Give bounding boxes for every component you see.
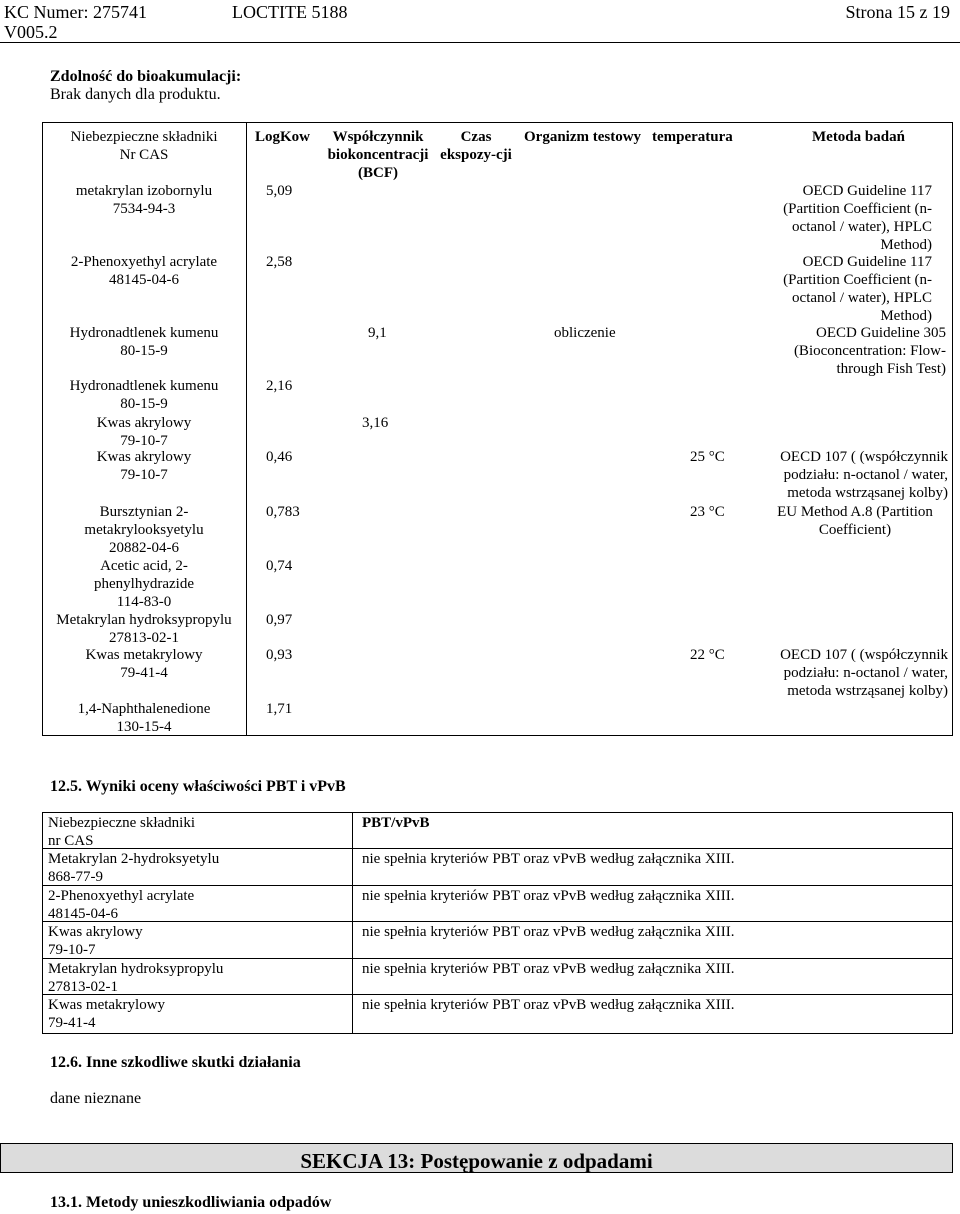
temperature-value: 22 °C (690, 647, 725, 663)
table-row: Metakrylan hydroksypropylu 27813-02-1 (56, 612, 232, 646)
pbt-result: nie spełnia kryteriów PBT oraz vPvB według załącznika XIII. (362, 851, 735, 867)
table-row: Hydronadtlenek kumenu 80-15-9 (69, 325, 219, 359)
pbt-header-result: PBT/vPvB (362, 815, 430, 831)
table-row: Kwas akrylowy 79-10-7 (48, 924, 143, 958)
method-value: EU Method A.8 (Partition Coefficient) (777, 504, 933, 538)
pbt-result: nie spełnia kryteriów PBT oraz vPvB według załącznika XIII. (362, 997, 735, 1013)
logkow-value: 2,58 (266, 254, 293, 270)
logkow-value: 0,97 (266, 612, 293, 628)
header-exposure-time: Czas ekspozy-cji (440, 129, 512, 163)
pbt-result: nie spełnia kryteriów PBT oraz vPvB według załącznika XIII. (362, 924, 735, 940)
pbt-result: nie spełnia kryteriów PBT oraz vPvB według załącznika XIII. (362, 888, 735, 904)
method-value: OECD Guideline 117 (Partition Coefficient (n- octanol / water), HPLC Method) (783, 254, 932, 324)
table-row: Kwas metakrylowy 79-41-4 (48, 997, 166, 1031)
bioaccumulation-note: Brak danych dla produktu. (50, 86, 221, 103)
logkow-value: 2,16 (266, 378, 293, 394)
table-row: Metakrylan 2-hydroksyetylu 868-77-9 (48, 851, 220, 885)
table-row: 2-Phenoxyethyl acrylate 48145-04-6 (70, 254, 218, 288)
header-method: Metoda badań (812, 129, 905, 145)
page-number: Strona 15 z 19 (845, 2, 950, 22)
temperature-value: 25 °C (690, 449, 725, 465)
bcf-value: 3,16 (362, 415, 389, 431)
method-value: OECD Guideline 117 (Partition Coefficient (n- octanol / water), HPLC Method) (783, 183, 932, 253)
kc-number: KC Numer: 275741 (4, 2, 147, 22)
table-row: Kwas akrylowy 79-10-7 (96, 415, 192, 449)
table-row: Kwas metakrylowy 79-41-4 (85, 647, 203, 681)
logkow-value: 1,71 (266, 701, 293, 717)
table-row: 1,4-Naphthalenedione 130-15-4 (77, 701, 211, 735)
table-row: 2-Phenoxyethyl acrylate 48145-04-6 (48, 888, 195, 922)
header-logkow: LogKow (255, 129, 311, 145)
product-name: LOCTITE 5188 (232, 2, 348, 22)
table-row: Kwas akrylowy 79-10-7 (96, 449, 192, 483)
table-row: Metakrylan hydroksypropylu 27813-02-1 (48, 961, 224, 995)
pbt-heading: 12.5. Wyniki oceny właściwości PBT i vPvB (50, 778, 346, 795)
pbt-result: nie spełnia kryteriów PBT oraz vPvB według załącznika XIII. (362, 961, 735, 977)
header-bcf: Współczynnik biokoncentracji (BCF) (327, 129, 429, 181)
logkow-value: 0,46 (266, 449, 293, 465)
organism-value: obliczenie (554, 325, 616, 341)
logkow-value: 0,74 (266, 558, 293, 574)
section-13-title: SEKCJA 13: Postępowanie z odpadami (300, 1149, 653, 1173)
method-value: OECD 107 ( (współczynnik podziału: n-octanol / water, metoda wstrząsanej kolby) (780, 647, 948, 699)
table-row: Hydronadtlenek kumenu 80-15-9 (69, 378, 219, 412)
header-temperature: temperatura (652, 129, 733, 145)
bioaccumulation-heading: Zdolność do bioakumulacji: (50, 68, 242, 85)
logkow-value: 0,93 (266, 647, 293, 663)
pbt-column-divider (352, 812, 353, 1034)
pbt-header-component: Niebezpieczne składniki nr CAS (48, 815, 196, 849)
method-value: OECD 107 ( (współczynnik podziału: n-octanol / water, metoda wstrząsanej kolby) (780, 449, 948, 501)
version: V005.2 (4, 22, 58, 42)
temperature-value: 23 °C (690, 504, 725, 520)
header-rule (0, 42, 960, 43)
table-column-divider (246, 122, 247, 736)
page-header (0, 0, 960, 44)
bcf-value: 9,1 (368, 325, 387, 341)
pbt-row-divider (42, 958, 953, 959)
logkow-value: 5,09 (266, 183, 293, 199)
table-row: Acetic acid, 2- phenylhydrazide 114-83-0 (94, 558, 194, 610)
table-row: metakrylan izobornylu 7534-94-3 (75, 183, 213, 217)
other-effects-heading: 12.6. Inne szkodliwe skutki działania (50, 1054, 301, 1071)
section-13-1-heading: 13.1. Metody unieszkodliwiania odpadów (50, 1194, 332, 1211)
method-value: OECD Guideline 305 (Bioconcentration: Flow- through Fish Test) (793, 325, 946, 377)
logkow-value: 0,783 (266, 504, 300, 520)
other-effects-text: dane nieznane (50, 1090, 142, 1107)
header-component: Niebezpieczne składniki Nr CAS (70, 129, 218, 163)
table-row: Bursztynian 2- metakrylooksyetylu 20882-04-6 (84, 504, 204, 556)
header-organism: Organizm testowy (524, 129, 642, 145)
